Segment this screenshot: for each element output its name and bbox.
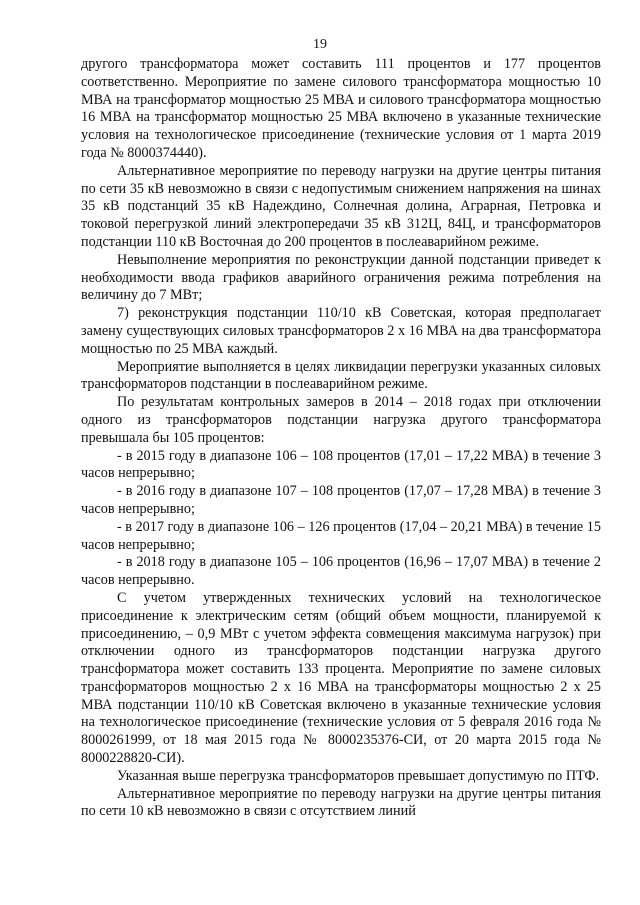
paragraph: Альтернативное мероприятие по переводу нагрузки на другие центры питания по сети 35 кВ невозможно в связи с недопустимым снижением напряжения на шинах 35 кВ подстанций 35 кВ Надеждино, Солнечная долина, Аграрная, Петровка и токовой перегрузкой линий электропередачи 35 кВ 312Ц, 84Ц, и трансформаторов подстанции 110 кВ Восточная до 200 процентов в послеаварийном режиме. xyxy=(81,162,601,250)
paragraph: - в 2016 году в диапазоне 107 – 108 процентов (17,07 – 17,28 МВА) в течение 3 часов непрерывно; xyxy=(81,483,601,517)
paragraph: - в 2017 году в диапазоне 106 – 126 процентов (17,04 – 20,21 МВА) в течение 15 часов непрерывно; xyxy=(81,518,601,553)
paragraph: - в 2018 году в диапазоне 105 – 106 процентов (16,96 – 17,07 МВА) в течение 2 часов непрерывно. xyxy=(81,554,601,589)
paragraph: - в 2015 году в диапазоне 106 – 108 процентов (17,01 – 17,22 МВА) в течение 3 часов непрерывно; xyxy=(81,447,601,482)
paragraph: Мероприятие выполняется в целях ликвидации перегрузки указанных силовых трансформаторов подстанции в послеаварийном режиме. xyxy=(81,358,601,393)
page-number: 19 xyxy=(313,37,327,52)
paragraph: Невыполнение мероприятия по реконструкции данной подстанции приведет к необходимости ввода графиков аварийного ограничения режима потребления на величину до 7 МВт; xyxy=(81,251,601,304)
document-body xyxy=(81,56,601,821)
paragraph: Указанная выше перегрузка трансформаторов превышает допустимую по ПТФ. xyxy=(117,767,600,784)
paragraph: С учетом утвержденных технических условий на технологическое присоединение к электрическим сетям (общий объем мощности, планируемой к присоединению, – 0,9 МВт с учетом эффекта совмещения максимума нагрузок) при отключении одного из трансформаторов подстанции нагрузка другого трансформатора может составить 133 процента. Мероприятие по замене силовых трансформаторов мощностью 2 х 16 МВА на трансформаторы мощностью 2 х 25 МВА подстанции 110/10 кВ Советская включено в указанные технические условия на технологическое присоединение (технические условия от 5 февраля 2016 года № 8000261999, от 18 мая 2015 года № 8000235376-СИ, от 20 марта 2015 года № 8000228820-СИ). xyxy=(81,589,601,767)
paragraph: другого трансформатора может составить 111 процентов и 177 процентов соответственно. Мероприятие по замене силового трансформатора мощностью 10 МВА на трансформатор мощностью 25 МВА и силового трансформатора мощностью 16 МВА на трансформатор мощностью 25 МВА включено в указанные технические условия на технологическое присоединение (технические условия от 1 марта 2019 года № 8000374440). xyxy=(81,56,601,161)
paragraph: Альтернативное мероприятие по переводу нагрузки на другие центры питания по сети 10 кВ невозможно в связи с отсутствием линий xyxy=(81,785,601,820)
paragraph: По результатам контрольных замеров в 2014 – 2018 годах при отключении одного из трансформаторов подстанции нагрузка другого трансформатора превышала бы 105 процентов: xyxy=(81,394,601,446)
paragraph: 7) реконструкция подстанции 110/10 кВ Советская, которая предполагает замену существующих силовых трансформаторов 2 х 16 МВА на два трансформатора мощностью по 25 МВА каждый. xyxy=(81,305,601,357)
